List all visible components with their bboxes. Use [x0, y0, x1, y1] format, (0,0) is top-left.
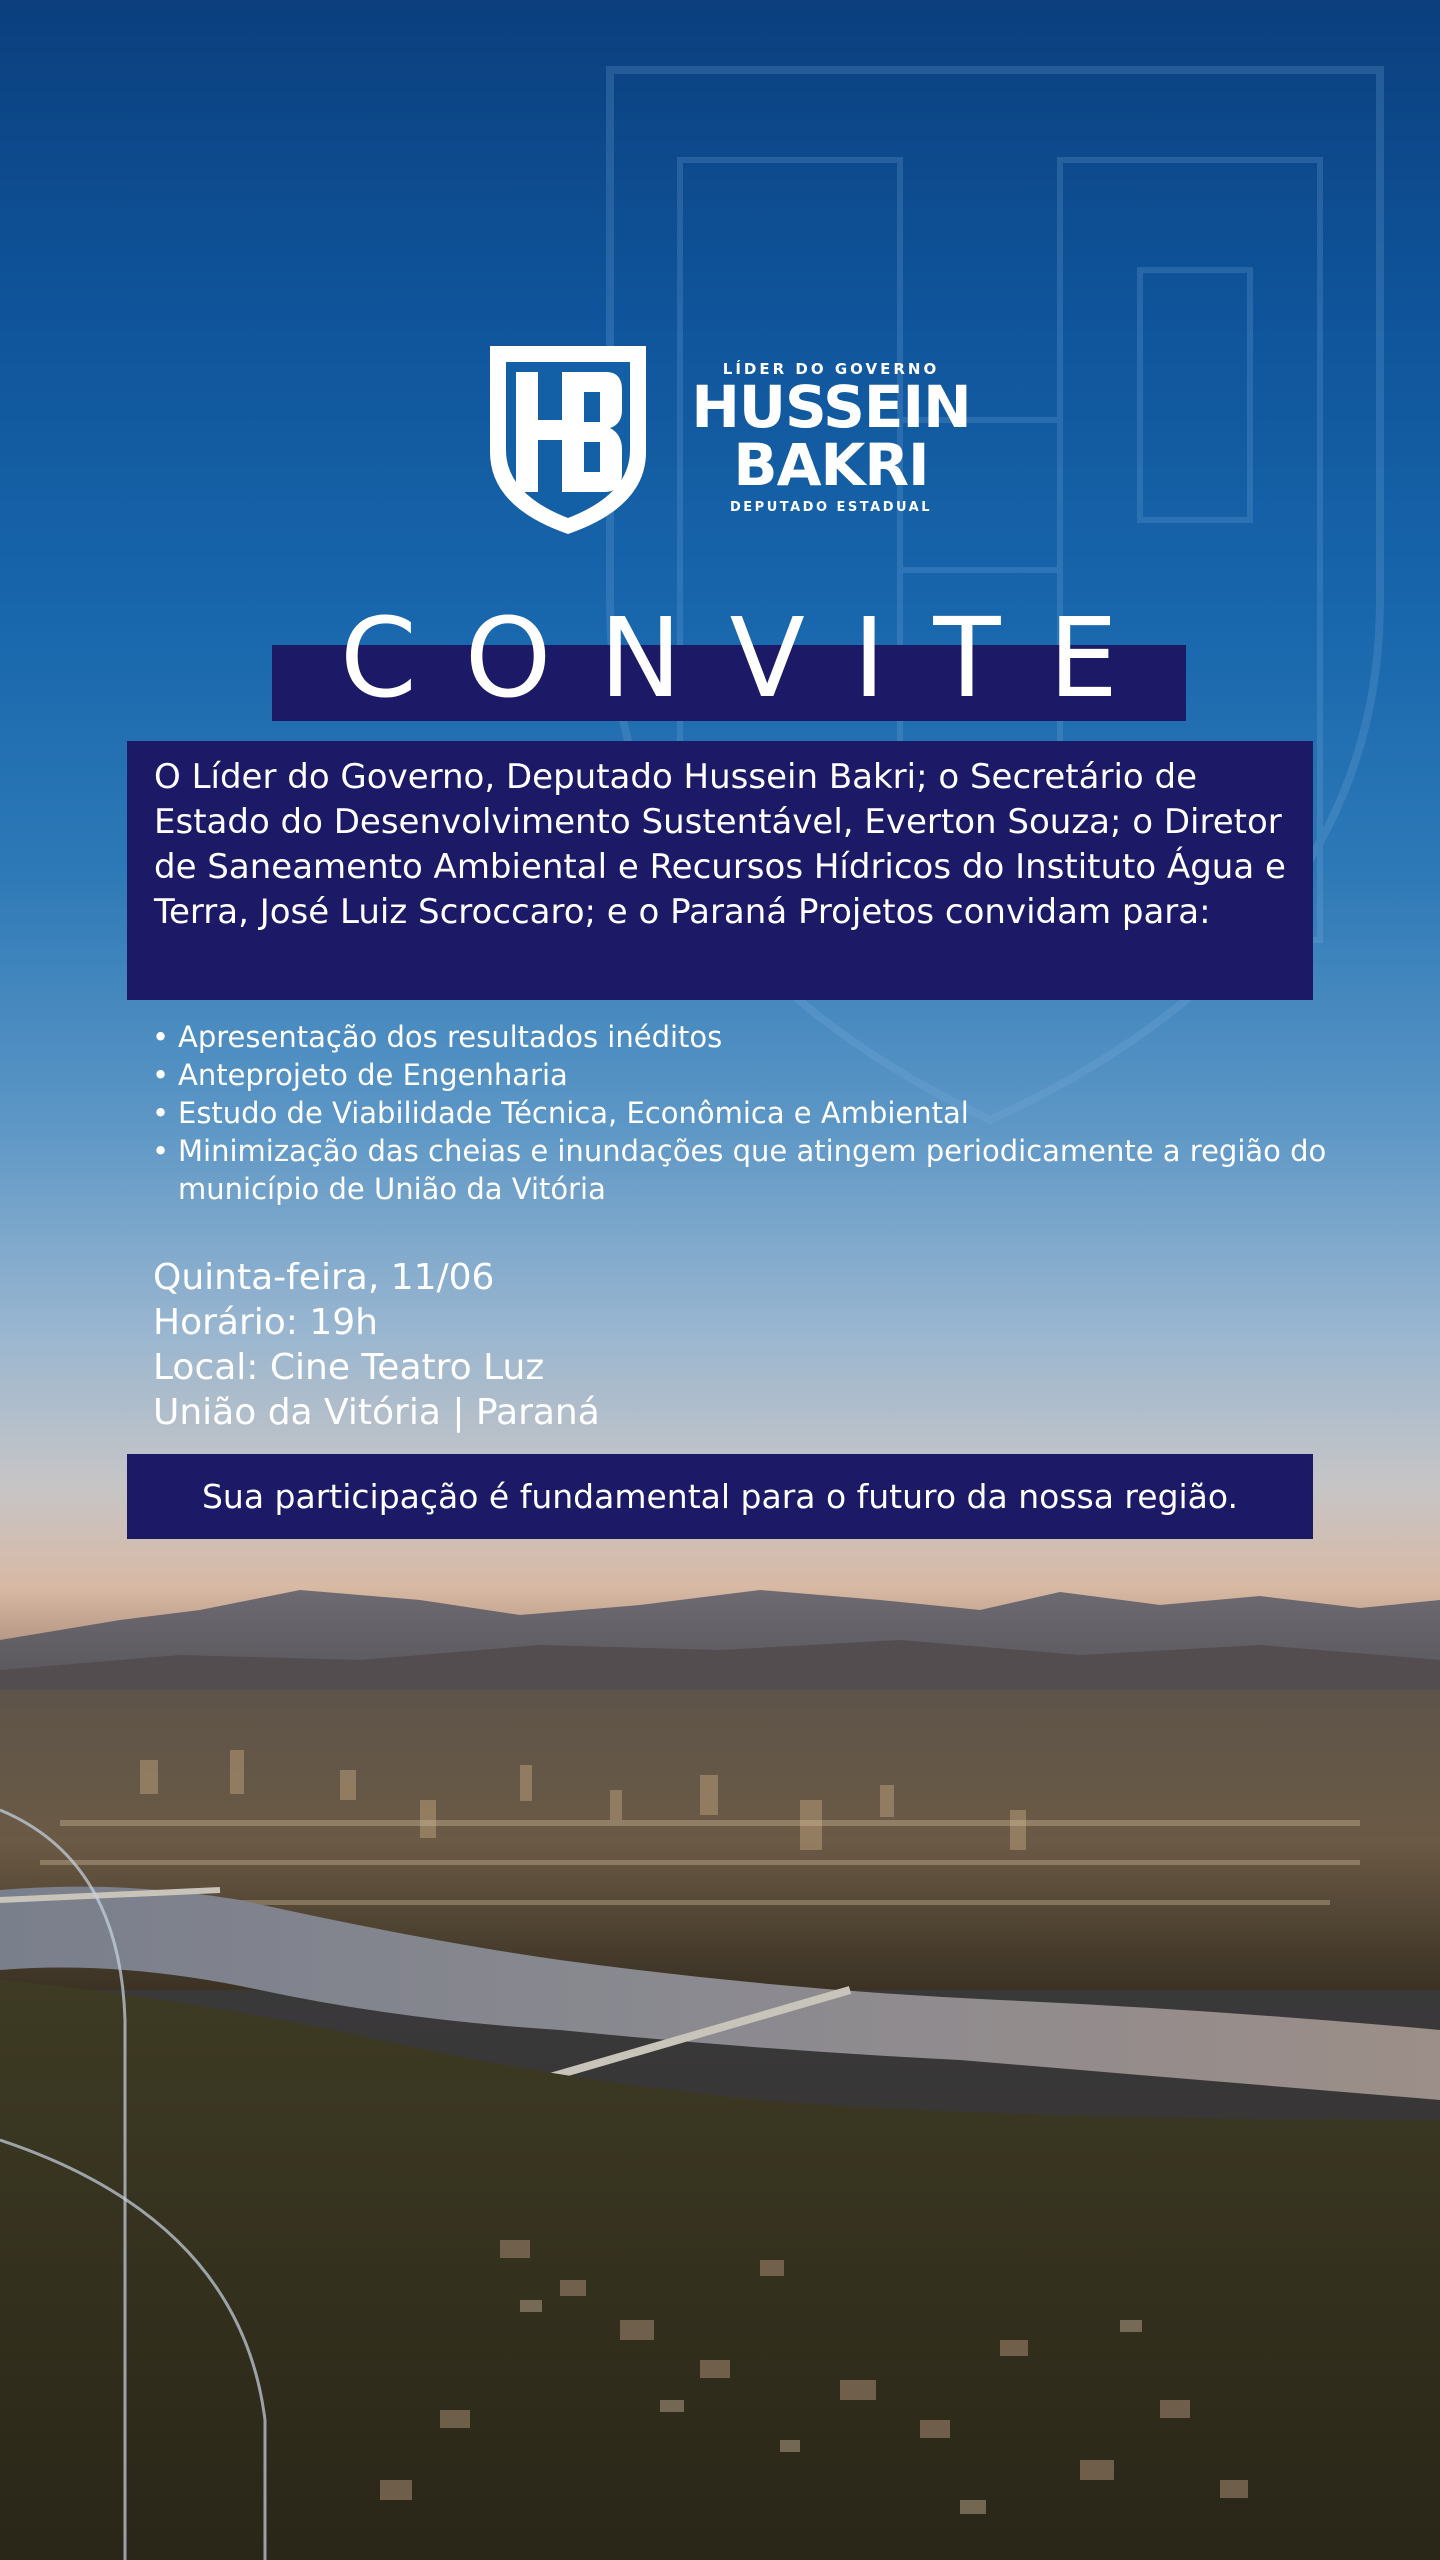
decorative-line: [0, 1800, 300, 2560]
bullet-icon: •: [152, 1134, 170, 1168]
list-item: • Anteprojeto de Engenharia: [152, 1058, 568, 1092]
event-date: Quinta-feira, 11/06: [153, 1257, 495, 1298]
list-item: • Minimização das cheias e inundações que atingem periodicamente a região do município de União da Vitória: [152, 1134, 1327, 1206]
event-venue: Local: Cine Teatro Luz: [153, 1347, 545, 1388]
logo: [486, 342, 976, 542]
cta-band: [127, 1454, 1313, 1539]
cta-text: Sua participação é fundamental para o futuro da nossa região.: [201, 1477, 1239, 1516]
logo-name-line2: BAKRI: [733, 431, 929, 499]
logo-name-line1: HUSSEIN: [691, 373, 971, 441]
intro-box: [127, 741, 1313, 1000]
logo-kicker: LÍDER DO GOVERNO: [722, 360, 940, 378]
list-item: • Estudo de Viabilidade Técnica, Econômica e Ambiental: [152, 1096, 969, 1130]
list-item: • Apresentação dos resultados inéditos: [152, 1020, 723, 1054]
bullet-icon: •: [152, 1058, 170, 1092]
bullet-icon: •: [152, 1096, 170, 1130]
logo-wordmark: [686, 360, 976, 515]
intro-text: O Líder do Governo, Deputado Hussein Bakri; o Secretário de Estado do Desenvolvimento Sustentável, Everton Souza; o Diretor de Saneamento Ambiental e Recursos Hídricos do Instituto Água e Terra, José Luiz Scroccaro; e o Paraná Projetos convidam para:: [154, 757, 1286, 932]
hb-shield-icon: [486, 342, 650, 538]
bullet-icon: •: [152, 1020, 170, 1054]
page-title: CONVITE: [339, 594, 1167, 722]
topics-list: [152, 1018, 1352, 1208]
event-city: União da Vitória | Paraná: [153, 1392, 600, 1433]
event-details: [153, 1255, 953, 1435]
logo-subtitle: DEPUTADO ESTADUAL: [730, 500, 932, 515]
event-time: Horário: 19h: [153, 1302, 378, 1343]
